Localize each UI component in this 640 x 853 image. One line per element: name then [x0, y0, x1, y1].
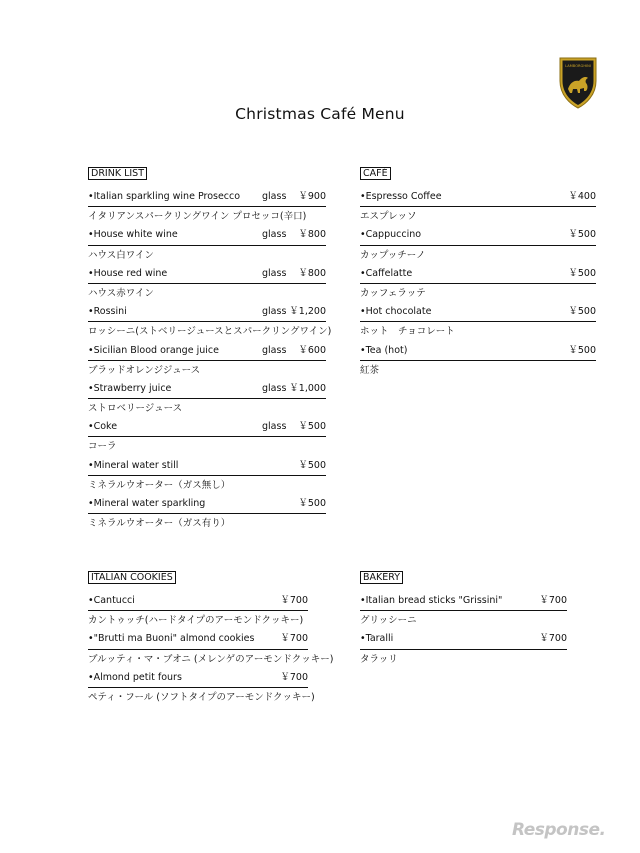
- menu-item: [88, 380, 326, 399]
- item-glass: glass: [262, 191, 287, 202]
- item-name: •Hot chocolate: [360, 306, 432, 318]
- menu-item: [360, 226, 596, 245]
- item-name: •House red wine: [88, 267, 168, 279]
- item-glass: glass: [262, 344, 287, 356]
- item-name: •Tea (hot): [360, 344, 408, 356]
- lamborghini-logo: [558, 55, 598, 109]
- item-japanese-name: エスプレッソ: [360, 211, 417, 223]
- menu-item: [88, 592, 308, 611]
- item-name: •Italian sparkling wine Prosecco: [88, 191, 241, 202]
- item-price: ￥500: [568, 229, 596, 241]
- item-japanese-name: カントゥッチ(ハードタイプのアーモンドクッキー): [88, 615, 304, 627]
- item-glass: glass: [262, 421, 287, 433]
- item-price: ￥500: [568, 344, 596, 356]
- item-glass: glass: [262, 229, 287, 241]
- menu-item: [88, 457, 326, 476]
- menu-item: [88, 303, 326, 322]
- item-price: ￥700: [539, 633, 567, 645]
- menu-item: [88, 188, 326, 207]
- item-price: ￥700: [539, 595, 567, 606]
- item-glass: glass: [262, 267, 287, 279]
- menu-title: Christmas Café Menu: [235, 105, 405, 123]
- item-price: ￥700: [280, 595, 308, 606]
- item-name: •Caffelatte: [360, 267, 413, 279]
- item-japanese-name: グリッシーニ: [360, 615, 417, 627]
- menu-item: [88, 226, 326, 245]
- section-heading-cookies: ITALIAN COOKIES: [88, 571, 176, 584]
- item-name: •Strawberry juice: [88, 382, 172, 394]
- item-japanese-name: コーラ: [88, 441, 117, 453]
- item-name: •"Brutti ma Buoni" almond cookies: [88, 633, 255, 645]
- section-heading-cafe: CAFÉ: [360, 167, 391, 180]
- menu-item: [88, 630, 308, 649]
- item-japanese-name: カップッチーノ: [360, 249, 426, 261]
- menu-item: [360, 188, 596, 207]
- item-price: ￥500: [298, 459, 326, 471]
- item-price: ￥800: [298, 267, 326, 279]
- menu-item: [88, 418, 326, 437]
- item-price: ￥500: [298, 421, 326, 433]
- item-name: •Rossini: [88, 306, 127, 318]
- item-name: •Italian bread sticks "Grissini": [360, 595, 503, 606]
- menu-item: [360, 630, 567, 649]
- item-japanese-name: ペティ・フール (ソフトタイプのアーモンドクッキー): [88, 691, 315, 703]
- item-japanese-name: ブルッティ・マ・ブオニ (メレンゲのアーモンドクッキー): [88, 653, 334, 665]
- item-price: ￥900: [298, 191, 326, 202]
- item-price: ￥500: [568, 267, 596, 279]
- item-name: •Mineral water still: [88, 459, 179, 471]
- menu-item: [88, 265, 326, 284]
- item-price: ￥500: [298, 498, 326, 509]
- item-name: •Sicilian Blood orange juice: [88, 344, 219, 356]
- item-name: •Taralli: [360, 633, 394, 645]
- menu-item: [88, 495, 326, 514]
- item-japanese-name: イタリアンスパークリングワイン プロセッコ(辛口): [88, 211, 307, 223]
- item-japanese-name: 紅茶: [360, 364, 380, 376]
- italian-cookies-section: [88, 565, 334, 707]
- item-name: •Coke: [88, 421, 118, 433]
- item-name: •House white wine: [88, 229, 178, 241]
- menu-item: [360, 592, 567, 611]
- section-heading-bakery: BAKERY: [360, 571, 403, 584]
- item-japanese-name: ハウス赤ワイン: [88, 287, 154, 299]
- item-name: •Mineral water sparkling: [88, 498, 206, 509]
- drink-list-section: [88, 161, 332, 533]
- item-japanese-name: タラッリ: [360, 653, 398, 665]
- watermark: Response.: [512, 820, 606, 840]
- item-name: •Cantucci: [88, 595, 135, 606]
- bakery-items: [360, 592, 567, 669]
- logo-text: LAMBORGHINI: [565, 64, 591, 68]
- item-name: •Almond petit fours: [88, 671, 182, 683]
- menu-item: [88, 669, 308, 688]
- menu-item: [360, 303, 596, 322]
- item-name: •Espresso Coffee: [360, 191, 442, 202]
- item-japanese-name: ロッシーニ(ストベリージュースとスパークリングワイン): [88, 326, 332, 338]
- item-japanese-name: ハウス白ワイン: [88, 249, 154, 261]
- item-japanese-name: ホット チョコレート: [360, 326, 455, 338]
- item-price: ￥1,000: [289, 382, 326, 394]
- item-glass: glass: [262, 306, 287, 318]
- menu-item: [360, 265, 596, 284]
- item-price: ￥400: [568, 191, 596, 202]
- menu-item: [360, 342, 596, 361]
- cookies-items: [88, 592, 334, 707]
- item-price: ￥600: [298, 344, 326, 356]
- item-japanese-name: ストロベリージュース: [88, 403, 183, 415]
- cafe-items: [360, 188, 596, 380]
- menu-item: [88, 342, 326, 361]
- cafe-section: [360, 161, 596, 380]
- section-heading-drink: DRINK LIST: [88, 167, 147, 180]
- item-japanese-name: ミネラルウオーター（ガス無し）: [88, 479, 231, 491]
- item-japanese-name: ミネラルウオーター（ガス有り）: [88, 518, 231, 530]
- item-price: ￥700: [280, 671, 308, 683]
- item-price: ￥800: [298, 229, 326, 241]
- bakery-section: [360, 565, 567, 669]
- item-price: ￥1,200: [289, 306, 326, 318]
- item-name: •Cappuccino: [360, 229, 422, 241]
- item-price: ￥500: [568, 306, 596, 318]
- item-japanese-name: ブラッドオレンジジュース: [88, 364, 201, 376]
- drink-items: [88, 188, 332, 533]
- item-glass: glass: [262, 382, 287, 394]
- item-price: ￥700: [280, 633, 308, 645]
- item-japanese-name: カッフェラッテ: [360, 287, 426, 299]
